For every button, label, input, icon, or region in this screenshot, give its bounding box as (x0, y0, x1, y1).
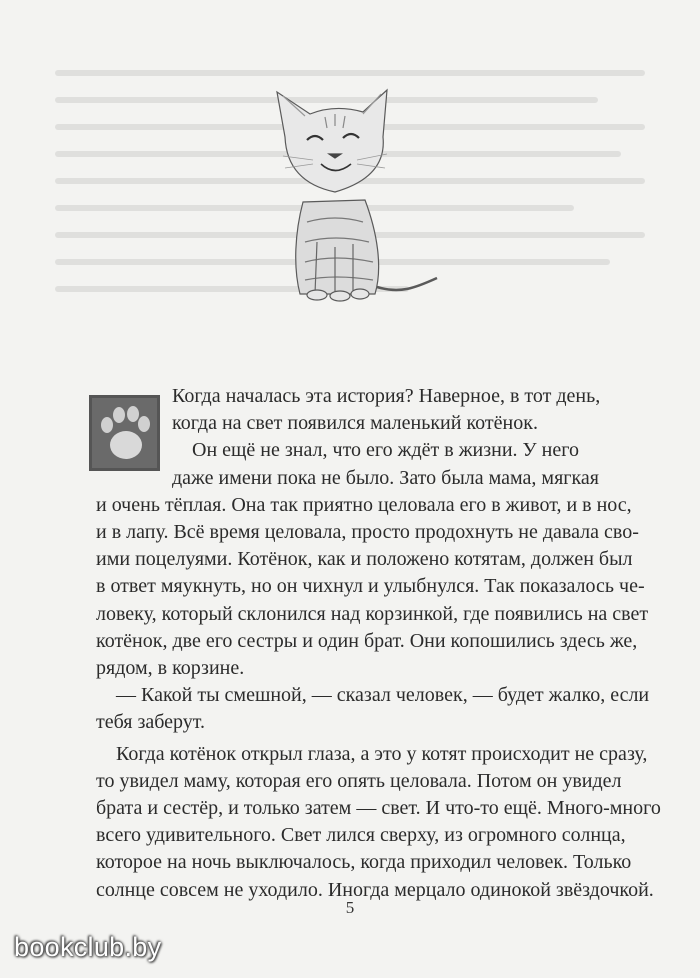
text-line: солнце совсем не уходило. Иногда мерцало одинокой звёздочкой. (96, 878, 654, 901)
text-line: и в лапу. Всё время целовала, просто продохнуть не давала сво- (96, 521, 639, 544)
watermark: bookclub.by (14, 932, 162, 962)
text-line: Он ещё не знал, что его ждёт в жизни. У него (192, 439, 579, 462)
text-line: тебя заберут. (96, 711, 206, 734)
text-line: то увидел маму, которая его опять целовала. Потом он увидел (96, 769, 622, 792)
text-line: рядом, в корзине. (96, 657, 245, 680)
paragraph-4 (96, 741, 661, 904)
text-line: — Какой ты смешной, — сказал человек, — будет жалко, если (116, 684, 650, 707)
text-line: и очень тёплая. Она так приятно целовала его в живот, и в нос, (96, 493, 632, 516)
text-line: когда на свет появился маленький котёнок. (172, 412, 538, 435)
text-line: которое на ночь выключалось, когда приходил человек. Только (96, 851, 632, 874)
kitten-illustration (265, 82, 450, 307)
text-line: Когда котёнок открыл глаза, а это у котят происходит не сразу, (116, 742, 648, 765)
paragraph-2 (96, 437, 621, 491)
paragraph-3 (96, 682, 650, 736)
text-line: в ответ мяукнуть, но он чихнул и улыбнулся. Так показалось че- (96, 575, 645, 598)
text-line: даже имени пока не было. Зато была мама, мягкая (172, 466, 599, 489)
page-number: 5 (345, 898, 355, 917)
text-line: ими поцелуями. Котёнок, как и положено котятам, должен был (96, 548, 633, 571)
story-text (96, 383, 661, 904)
text-line: ловеку, который склонился над корзинкой, где появились на свет (96, 602, 649, 625)
paragraph-2-cont (96, 492, 649, 682)
text-line: Когда началась эта история? Наверное, в тот день, (172, 385, 601, 407)
paragraph-1 (96, 383, 621, 437)
text-line: брата и сестёр, и только затем — свет. И что-то ещё. Много-много (96, 797, 661, 820)
text-line: котёнок, две его сестры и один брат. Они копошились здесь же, (96, 629, 638, 652)
text-line: всего удивительного. Свет лился сверху, из огромного солнца, (96, 824, 626, 847)
